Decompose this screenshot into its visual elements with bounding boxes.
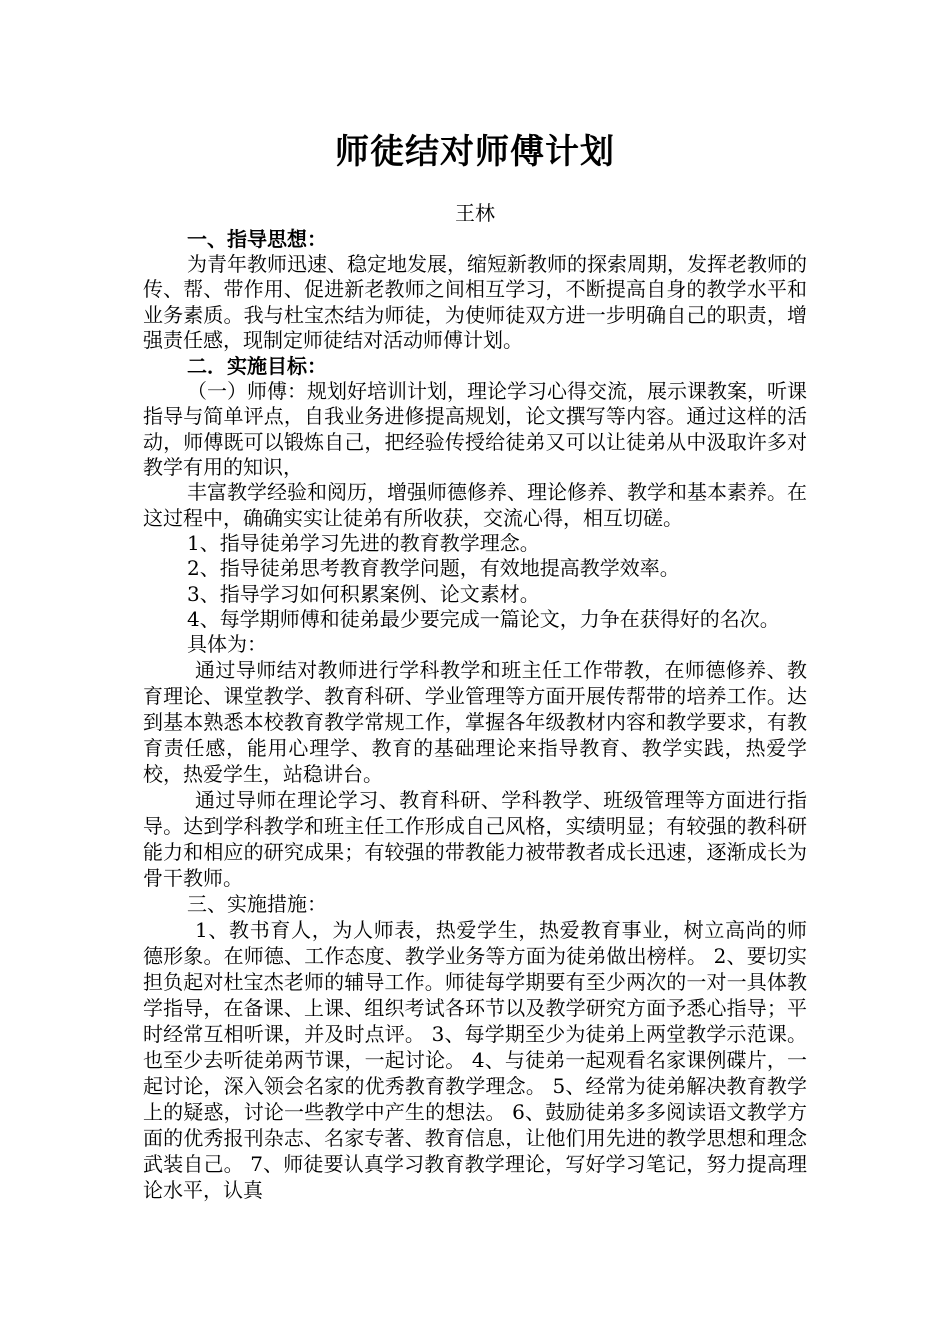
document-page xyxy=(143,128,807,1203)
author-name: 王林 xyxy=(455,201,495,225)
section-heading-goals: 二．实施目标： xyxy=(187,354,327,379)
paragraph: （一）师傅：规划好培训计划，理论学习心得交流，展示课教案，听课指导与简单评点，自我业务进修提高规划，论文撰写等内容。通过这样的活动，师傅既可以锻炼自己，把经验传授给徒弟又可以让徒弟从中汲取许多对教学有用的知识， xyxy=(143,379,807,480)
paragraph: 通过导师结对教师进行学科教学和班主任工作带教，在师德修养、教育理论、课堂教学、教育科研、学业管理等方面开展传帮带的培养工作。达到基本熟悉本校教育教学常规工作，掌握各年级教材内容和教学要求，有教育责任感，能用心理学、教育的基础理论来指导教育、教学实践，热爱学校，热爱学生，站稳讲台。 xyxy=(143,658,807,787)
document-title: 师徒结对师傅计划 xyxy=(335,132,615,172)
paragraph: 具体为： xyxy=(187,632,267,657)
section-heading-measures: 三、实施措施： xyxy=(187,892,327,917)
paragraph: 为青年教师迅速、稳定地发展，缩短新教师的探索周期，发挥老教师的传、帮、带作用、促进新老教师之间相互学习，不断提高自身的教学水平和业务素质。我与杜宝杰结为师徒，为使师徒双方进一步明确自己的职责，增强责任感，现制定师徒结对活动师傅计划。 xyxy=(143,252,807,352)
list-item: 2、指导徒弟思考教育教学问题，有效地提高教学效率。 xyxy=(187,556,680,581)
section-heading-guiding-thought: 一、指导思想： xyxy=(187,227,327,251)
paragraph: 丰富教学经验和阅历，增强师德修养、理论修养、教学和基本素养。在这过程中，确确实实让徒弟有所收获，交流心得，相互切磋。 xyxy=(143,480,807,530)
list-item: 1、指导徒弟学习先进的教育教学理念。 xyxy=(187,530,540,555)
paragraph: 1、教书育人，为人师表，热爱学生，热爱教育事业，树立高尚的师德形象。在师德、工作态度、教学业务等方面为徒弟做出榜样。 2、要切实担负起对杜宝杰老师的辅导工作。师徒每学期要有至少两次的一对一具体教学指导，在备课、上课、组织考试各环节以及教学研究方面予悉心指导；平时经常互相听课，并及时点评。 3、每学期至少为徒弟上两堂教学示范课。也至少去听徒弟两节课，一起讨论。 4、与徒弟一起观看名家课例碟片，一起讨论，深入领会名家的优秀教育教学理念。 5、经常为徒弟解决教育教学上的疑惑，讨论一些教学中产生的想法。 6、鼓励徒弟多多阅读语文教学方面的优秀报刊杂志、名家专著、教育信息，让他们用先进的教学思想和理念武装自己。 7、师徒要认真学习教育教学理论，写好学习笔记，努力提高理论水平，认真 xyxy=(143,918,807,1203)
paragraph: 通过导师在理论学习、教育科研、学科教学、班级管理等方面进行指导。达到学科教学和班主任工作形成自己风格，实绩明显；有较强的教科研能力和相应的研究成果；有较强的带教能力被带教者成长迅速，逐渐成长为骨干教师。 xyxy=(143,788,807,891)
list-item: 3、指导学习如何积累案例、论文素材。 xyxy=(187,581,540,606)
list-item: 4、每学期师傅和徒弟最少要完成一篇论文，力争在获得好的名次。 xyxy=(187,606,780,631)
